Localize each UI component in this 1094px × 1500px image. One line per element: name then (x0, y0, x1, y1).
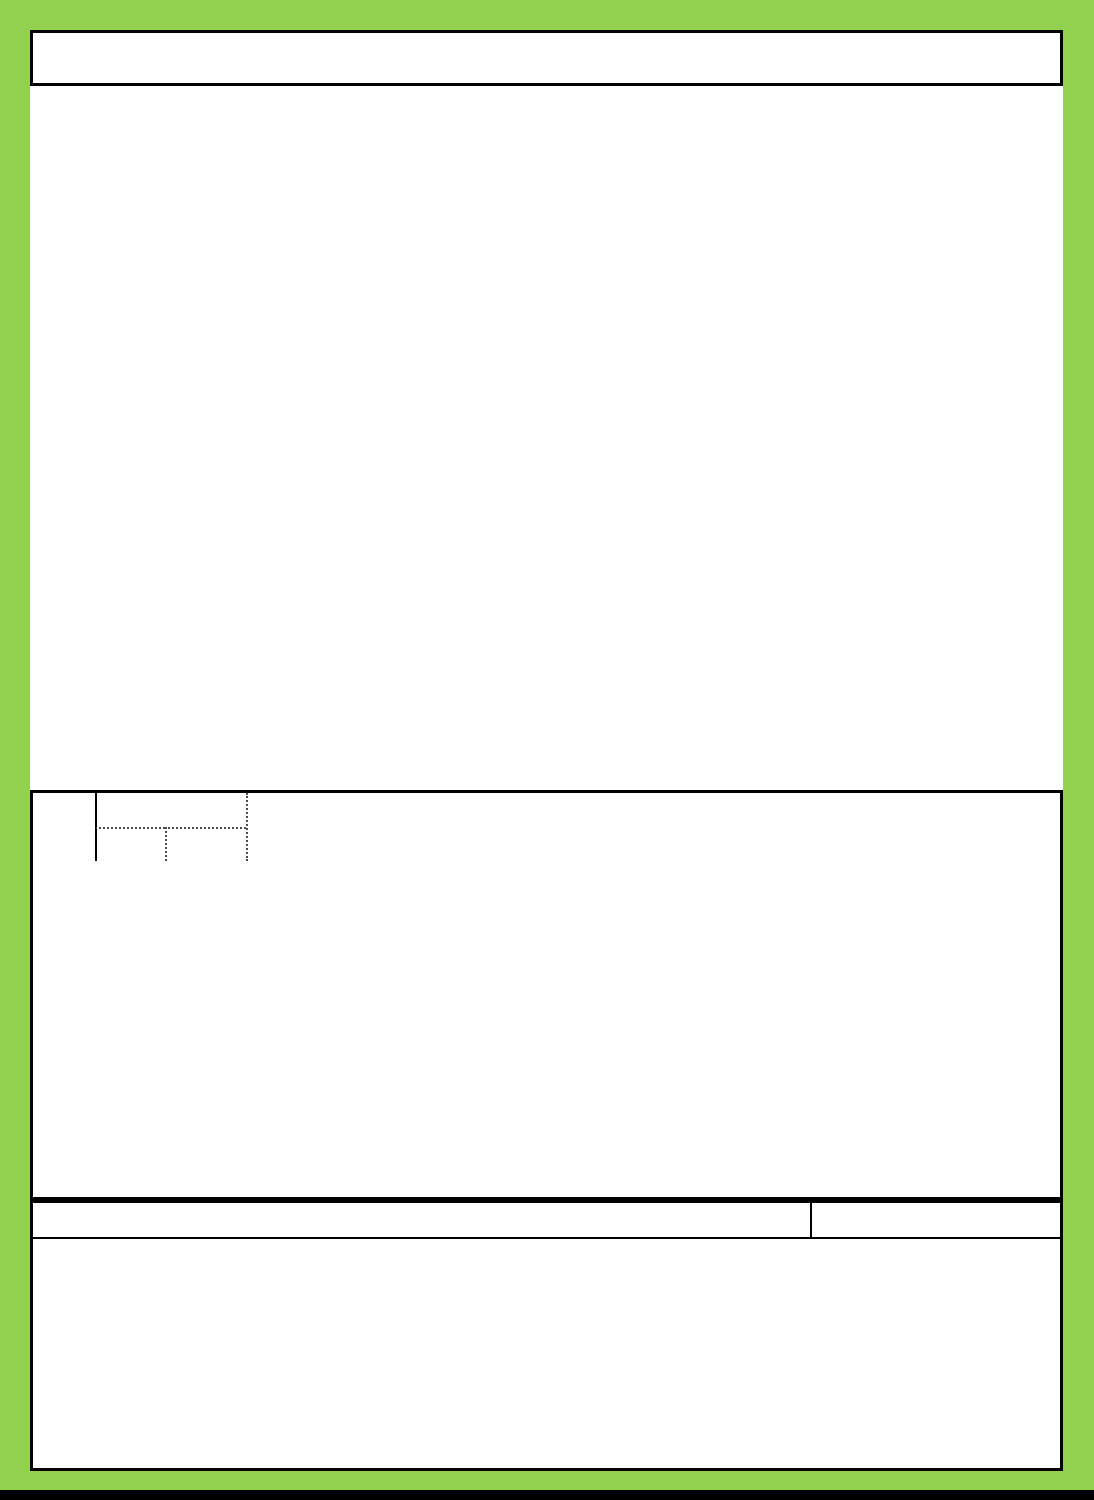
stats-header-zodiac (33, 793, 95, 861)
stats-header-after-change (165, 827, 246, 861)
bottom-black-bar (0, 1490, 1094, 1500)
results-table (30, 86, 1063, 783)
limit-section-title (810, 1203, 1060, 1239)
stats-header-before-change (95, 827, 165, 861)
page-title (30, 30, 1063, 86)
zodiac-number-table (30, 1200, 1063, 1471)
zodiac-stats-table (30, 790, 1063, 1200)
note-row (33, 1203, 810, 1239)
stats-header-draw-count (95, 793, 246, 827)
stats-header-recent-period (246, 793, 323, 861)
